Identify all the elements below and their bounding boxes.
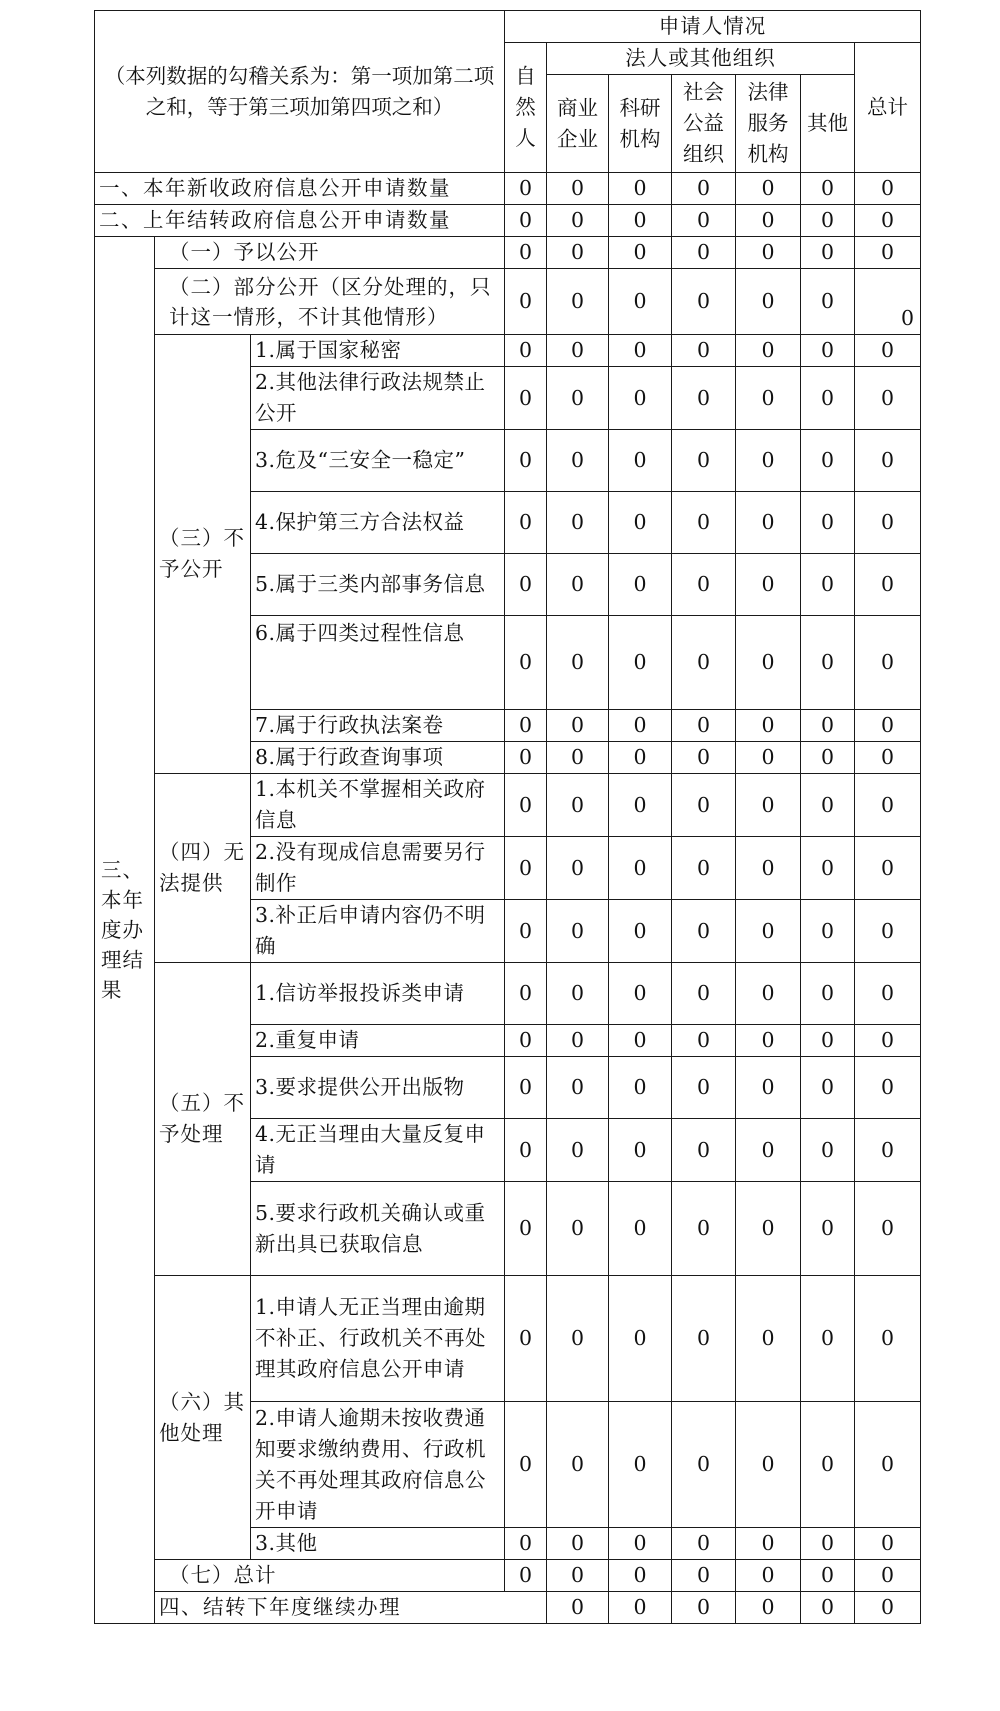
cell-value: 0 (547, 430, 609, 492)
row-label: 2.没有现成信息需要另行制作 (251, 837, 505, 900)
cell-value: 0 (672, 269, 736, 335)
cell-value: 0 (801, 1528, 855, 1560)
cell-value: 0 (547, 492, 609, 554)
row-label: 3.补正后申请内容仍不明确 (251, 900, 505, 963)
cell-value: 0 (736, 269, 801, 335)
cell-value: 0 (547, 900, 609, 963)
row-label: 1.申请人无正当理由逾期不补正、行政机关不再处理其政府信息公开申请 (251, 1276, 505, 1402)
cell-value: 0 (855, 1528, 921, 1560)
cell-value: 0 (672, 1119, 736, 1182)
row-label: 8.属于行政查询事项 (251, 742, 505, 774)
cell-value: 0 (672, 237, 736, 269)
cell-value: 0 (505, 1276, 547, 1402)
cell-value: 0 (672, 616, 736, 710)
cell-value: 0 (547, 205, 609, 237)
cell-value: 0 (609, 492, 672, 554)
cell-value: 0 (547, 554, 609, 616)
cell-value: 0 (505, 492, 547, 554)
cell-value: 0 (547, 1119, 609, 1182)
cell-value: 0 (801, 237, 855, 269)
cell-value: 0 (505, 367, 547, 430)
cell-value: 0 (547, 237, 609, 269)
cell-value: 0 (505, 1182, 547, 1276)
cell-value: 0 (801, 554, 855, 616)
cell-value: 0 (547, 269, 609, 335)
cell-value: 0 (505, 1402, 547, 1528)
cell-value: 0 (609, 963, 672, 1025)
cell-value: 0 (801, 837, 855, 900)
cell-value: 0 (801, 1402, 855, 1528)
table-row (95, 963, 921, 1025)
cell-value: 0 (672, 367, 736, 430)
table-row (95, 1592, 921, 1624)
cell-value: 0 (609, 1592, 672, 1624)
cell-value: 0 (609, 367, 672, 430)
cell-value: 0 (855, 837, 921, 900)
cell-value: 0 (801, 1592, 855, 1624)
cell-value: 0 (672, 963, 736, 1025)
cell-value: 0 (505, 900, 547, 963)
cell-value: 0 (855, 1276, 921, 1402)
cell-value: 0 (505, 237, 547, 269)
cell-value: 0 (736, 963, 801, 1025)
cell-value: 0 (672, 742, 736, 774)
cell-value: 0 (736, 335, 801, 367)
table-row (95, 269, 921, 335)
row-label: 5.要求行政机关确认或重新出具已获取信息 (251, 1182, 505, 1276)
cell-value: 0 (736, 430, 801, 492)
cell-value: 0 (547, 1402, 609, 1528)
cell-value: 0 (609, 710, 672, 742)
cell-value: 0 (855, 1402, 921, 1528)
cell-value: 0 (547, 837, 609, 900)
cell-value: 0 (505, 430, 547, 492)
cell-value: 0 (547, 774, 609, 837)
cell-value: 0 (672, 1057, 736, 1119)
row-label: 3.其他 (251, 1528, 505, 1560)
row-label: 5.属于三类内部事务信息 (251, 554, 505, 616)
cell-value: 0 (547, 710, 609, 742)
cell-value: 0 (801, 742, 855, 774)
cell-value: 0 (801, 367, 855, 430)
cell-value: 0 (609, 900, 672, 963)
cell-value: 0 (855, 1592, 921, 1624)
cell-value: 0 (609, 1560, 672, 1592)
cell-value: 0 (547, 335, 609, 367)
cell-value: 0 (855, 1057, 921, 1119)
cell-value: 0 (736, 837, 801, 900)
cell-value: 0 (505, 335, 547, 367)
other-header: 其他 (801, 75, 855, 173)
cell-value: 0 (855, 205, 921, 237)
cell-value: 0 (609, 173, 672, 205)
cell-value: 0 (609, 430, 672, 492)
cell-value: 0 (736, 900, 801, 963)
cell-value: 0 (736, 492, 801, 554)
cell-value: 0 (672, 1025, 736, 1057)
cell-value: 0 (801, 492, 855, 554)
cell-value: 0 (672, 554, 736, 616)
legal-entity-header: 法人或其他组织 (547, 43, 855, 75)
cell-value: 0 (505, 710, 547, 742)
cell-value: 0 (609, 616, 672, 710)
row-label: （一）予以公开 (155, 237, 505, 269)
cell-value: 0 (505, 1119, 547, 1182)
cell-value: 0 (547, 963, 609, 1025)
cell-value: 0 (801, 205, 855, 237)
cell-value: 0 (672, 335, 736, 367)
cell-value: 0 (736, 1025, 801, 1057)
cell-value: 0 (736, 710, 801, 742)
cell-value: 0 (855, 1560, 921, 1592)
cell-value: 0 (855, 492, 921, 554)
row-label: 1.本机关不掌握相关政府信息 (251, 774, 505, 837)
cell-value: 0 (609, 1057, 672, 1119)
cell-value: 0 (855, 269, 921, 335)
row-label: 3.危及“三安全一稳定” (251, 430, 505, 492)
row-label: 4.保护第三方合法权益 (251, 492, 505, 554)
social-welfare-header: 社会公益组织 (672, 75, 736, 173)
row-label: 四、结转下年度继续办理 (155, 1592, 547, 1624)
cell-value: 0 (505, 269, 547, 335)
legal-service-header: 法律服务机构 (736, 75, 801, 173)
cell-value: 0 (547, 1057, 609, 1119)
cell-value: 0 (855, 774, 921, 837)
cell-value: 0 (505, 774, 547, 837)
applicant-header: 申请人情况 (505, 11, 921, 43)
cell-value: 0 (801, 430, 855, 492)
category-label-4: （四）无法提供 (155, 774, 251, 963)
cell-value: 0 (505, 1528, 547, 1560)
cell-value: 0 (736, 554, 801, 616)
row-label: 1.属于国家秘密 (251, 335, 505, 367)
cell-value: 0 (736, 1592, 801, 1624)
row-label: 一、本年新收政府信息公开申请数量 (95, 173, 505, 205)
cell-value: 0 (801, 335, 855, 367)
cell-value: 0 (609, 237, 672, 269)
cell-value: 0 (736, 774, 801, 837)
table-row (95, 237, 921, 269)
row-label: 2.其他法律行政法规禁止公开 (251, 367, 505, 430)
table-row (95, 205, 921, 237)
cell-value: 0 (505, 742, 547, 774)
table-note: （本列数据的勾稽关系为：第一项加第二项之和，等于第三项加第四项之和） (95, 11, 505, 173)
research-header: 科研机构 (609, 75, 672, 173)
cell-value: 0 (736, 742, 801, 774)
cell-value: 0 (547, 367, 609, 430)
cell-value: 0 (801, 269, 855, 335)
cell-value: 0 (672, 205, 736, 237)
cell-value: 0 (505, 554, 547, 616)
cell-value: 0 (672, 1402, 736, 1528)
cell-value: 0 (736, 173, 801, 205)
cell-value: 0 (609, 1276, 672, 1402)
cell-value: 0 (855, 173, 921, 205)
cell-value: 0 (505, 205, 547, 237)
row-label: 2.重复申请 (251, 1025, 505, 1057)
cell-value: 0 (801, 1276, 855, 1402)
cell-value: 0 (672, 1560, 736, 1592)
cell-value: 0 (736, 1528, 801, 1560)
cell-value: 0 (855, 963, 921, 1025)
cell-value: 0 (672, 837, 736, 900)
cell-value: 0 (855, 367, 921, 430)
cell-value: 0 (609, 554, 672, 616)
row-label: 4.无正当理由大量反复申请 (251, 1119, 505, 1182)
row-label: 1.信访举报投诉类申请 (251, 963, 505, 1025)
cell-value: 0 (855, 616, 921, 710)
section3-label: 三、本年度办理结果 (95, 237, 155, 1624)
table-row (95, 774, 921, 837)
cell-value: 0 (672, 710, 736, 742)
cell-value: 0 (672, 900, 736, 963)
cell-value: 0 (855, 237, 921, 269)
natural-person-header: 自然人 (505, 43, 547, 173)
cell-value: 0 (505, 616, 547, 710)
cell-value: 0 (547, 616, 609, 710)
cell-value: 0 (736, 1276, 801, 1402)
cell-value: 0 (505, 173, 547, 205)
row-label: 7.属于行政执法案卷 (251, 710, 505, 742)
cell-value: 0 (801, 1182, 855, 1276)
cell-value: 0 (672, 430, 736, 492)
cell-value: 0 (736, 1402, 801, 1528)
row-label: 2.申请人逾期未按收费通知要求缴纳费用、行政机关不再处理其政府信息公开申请 (251, 1402, 505, 1528)
cell-value: 0 (547, 1025, 609, 1057)
category-label-5: （五）不予处理 (155, 963, 251, 1276)
row-label: 3.要求提供公开出版物 (251, 1057, 505, 1119)
cell-value: 0 (801, 1119, 855, 1182)
cell-value: 0 (672, 774, 736, 837)
cell-value: 0 (609, 742, 672, 774)
cell-value: 0 (736, 237, 801, 269)
cell-value: 0 (801, 1025, 855, 1057)
cell-value: 0 (505, 1560, 547, 1592)
cell-value: 0 (672, 1276, 736, 1402)
cell-value: 0 (672, 1182, 736, 1276)
cell-value: 0 (609, 1528, 672, 1560)
gov-info-disclosure-table (94, 10, 921, 1624)
row-label: 6.属于四类过程性信息 (251, 616, 505, 710)
cell-value: 0 (736, 367, 801, 430)
cell-value: 0 (736, 1182, 801, 1276)
cell-value: 0 (855, 742, 921, 774)
row-label: 二、上年结转政府信息公开申请数量 (95, 205, 505, 237)
cell-value: 0 (505, 963, 547, 1025)
cell-value: 0 (801, 963, 855, 1025)
cell-value: 0 (801, 900, 855, 963)
category-label-3: （三）不予公开 (155, 335, 251, 774)
category-label-6: （六）其他处理 (155, 1276, 251, 1560)
cell-value: 0 (736, 1119, 801, 1182)
cell-value: 0 (855, 1119, 921, 1182)
cell-value: 0 (672, 173, 736, 205)
row-label: （七）总计 (155, 1560, 505, 1592)
cell-value: 0 (855, 554, 921, 616)
cell-value: 0 (609, 269, 672, 335)
table-row (95, 1560, 921, 1592)
cell-value: 0 (736, 1057, 801, 1119)
cell-value: 0 (801, 173, 855, 205)
cell-value: 0 (547, 1560, 609, 1592)
cell-value: 0 (801, 1057, 855, 1119)
cell-value: 0 (609, 335, 672, 367)
cell-value: 0 (855, 1182, 921, 1276)
cell-value: 0 (609, 1182, 672, 1276)
cell-value: 0 (505, 1025, 547, 1057)
cell-value: 0 (855, 710, 921, 742)
cell-value: 0 (736, 616, 801, 710)
cell-value: 0 (609, 1025, 672, 1057)
cell-value: 0 (609, 205, 672, 237)
cell-value: 0 (855, 430, 921, 492)
cell-value: 0 (672, 1528, 736, 1560)
cell-value: 0 (801, 710, 855, 742)
cell-value: 0 (505, 1057, 547, 1119)
cell-value: 0 (547, 742, 609, 774)
table-row (95, 173, 921, 205)
cell-value: 0 (547, 1276, 609, 1402)
cell-value: 0 (855, 335, 921, 367)
cell-value: 0 (609, 774, 672, 837)
cell-value: 0 (672, 1592, 736, 1624)
total-header: 总计 (855, 43, 921, 173)
cell-value: 0 (801, 616, 855, 710)
row-label: （二）部分公开（区分处理的，只计这一情形，不计其他情形） (155, 269, 505, 335)
cell-value: 0 (609, 1119, 672, 1182)
cell-value: 0 (672, 492, 736, 554)
cell-value: 0 (736, 205, 801, 237)
cell-value: 0 (609, 1402, 672, 1528)
cell-value: 0 (801, 1560, 855, 1592)
cell-value: 0 (855, 900, 921, 963)
cell-value: 0 (547, 1528, 609, 1560)
cell-value: 0 (736, 1560, 801, 1592)
cell-value: 0 (505, 837, 547, 900)
table-row (95, 1276, 921, 1402)
cell-value: 0 (801, 774, 855, 837)
table-row (95, 335, 921, 367)
cell-value: 0 (547, 173, 609, 205)
cell-value: 0 (547, 1182, 609, 1276)
cell-value: 0 (855, 1025, 921, 1057)
cell-value: 0 (609, 837, 672, 900)
cell-value: 0 (547, 1592, 609, 1624)
business-header: 商业企业 (547, 75, 609, 173)
